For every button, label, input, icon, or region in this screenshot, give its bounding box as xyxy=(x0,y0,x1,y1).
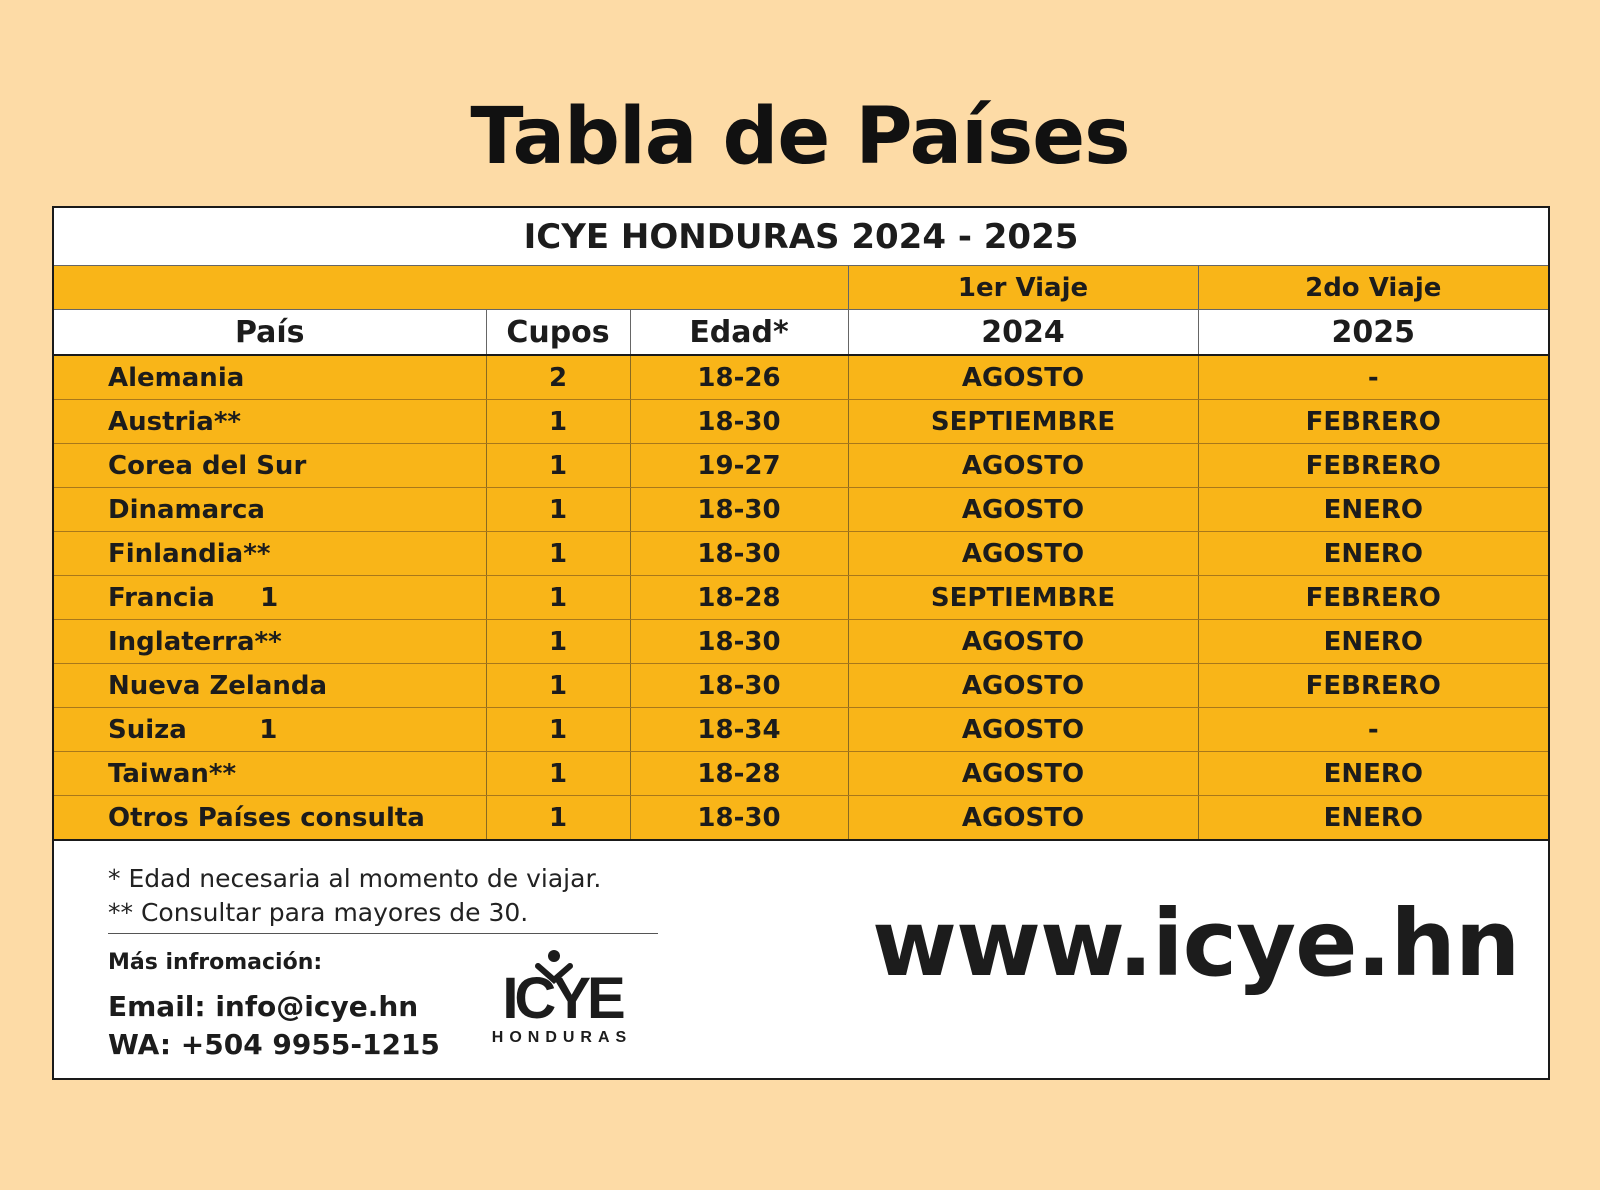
cell-viaje-2025: FEBRERO xyxy=(1198,664,1548,708)
cell-viaje-2025: FEBRERO xyxy=(1198,400,1548,444)
cell-viaje-2025: FEBRERO xyxy=(1198,576,1548,620)
cell-viaje-2024: AGOSTO xyxy=(848,444,1198,488)
divider xyxy=(108,933,658,934)
cell-edad: 18-30 xyxy=(630,488,848,532)
cell-cupos: 1 xyxy=(486,400,630,444)
cell-pais: Francia 1 xyxy=(54,576,486,620)
cell-viaje-2024: AGOSTO xyxy=(848,796,1198,841)
header-edad: Edad* xyxy=(630,310,848,356)
table-row xyxy=(54,355,1548,400)
table-row xyxy=(54,400,1548,444)
cell-cupos: 2 xyxy=(486,355,630,400)
cell-edad: 18-30 xyxy=(630,532,848,576)
cell-edad: 18-34 xyxy=(630,708,848,752)
cell-viaje-2025: ENERO xyxy=(1198,488,1548,532)
table-row xyxy=(54,620,1548,664)
cell-viaje-2025: - xyxy=(1198,355,1548,400)
trip-2-label: 2do Viaje xyxy=(1198,266,1548,310)
logo-head-icon xyxy=(548,950,560,962)
cell-viaje-2024: SEPTIEMBRE xyxy=(848,576,1198,620)
icye-logo xyxy=(478,946,648,1046)
table-row xyxy=(54,752,1548,796)
note-age: * Edad necesaria al momento de viajar. xyxy=(108,864,602,893)
table-banner: ICYE HONDURAS 2024 - 2025 xyxy=(54,208,1548,266)
header-pais: País xyxy=(54,310,486,356)
page-title: Tabla de Países xyxy=(470,92,1130,182)
footnotes xyxy=(108,862,601,930)
cell-edad: 18-30 xyxy=(630,664,848,708)
cell-cupos: 1 xyxy=(486,620,630,664)
cell-viaje-2025: FEBRERO xyxy=(1198,444,1548,488)
website-url[interactable]: www.icye.hn xyxy=(872,890,1520,997)
table-row xyxy=(54,488,1548,532)
cell-pais: Nueva Zelanda xyxy=(54,664,486,708)
cell-viaje-2025: - xyxy=(1198,708,1548,752)
cell-edad: 18-28 xyxy=(630,752,848,796)
table-row xyxy=(54,576,1548,620)
trip-1-label: 1er Viaje xyxy=(848,266,1198,310)
logo-subtitle: HONDURAS xyxy=(491,1029,633,1046)
cell-viaje-2024: SEPTIEMBRE xyxy=(848,400,1198,444)
cell-cupos: 1 xyxy=(486,708,630,752)
trip-header-spacer xyxy=(54,266,848,310)
cell-pais: Corea del Sur xyxy=(54,444,486,488)
cell-edad: 19-27 xyxy=(630,444,848,488)
cell-pais: Inglaterra** xyxy=(54,620,486,664)
cell-edad: 18-26 xyxy=(630,355,848,400)
header-2025: 2025 xyxy=(1198,310,1548,356)
cell-viaje-2024: AGOSTO xyxy=(848,664,1198,708)
cell-viaje-2024: AGOSTO xyxy=(848,620,1198,664)
contact-email: Email: info@icye.hn xyxy=(108,990,419,1023)
cell-edad: 18-28 xyxy=(630,576,848,620)
cell-edad: 18-30 xyxy=(630,796,848,841)
cell-viaje-2024: AGOSTO xyxy=(848,708,1198,752)
cell-pais: Austria** xyxy=(54,400,486,444)
country-table xyxy=(54,208,1548,841)
cell-viaje-2024: AGOSTO xyxy=(848,355,1198,400)
table-row xyxy=(54,532,1548,576)
header-2024: 2024 xyxy=(848,310,1198,356)
cell-pais: Otros Países consulta xyxy=(54,796,486,841)
note-over-30: ** Consultar para mayores de 30. xyxy=(108,898,529,927)
more-info-label: Más infromación: xyxy=(108,950,323,975)
cell-cupos: 1 xyxy=(486,664,630,708)
cell-viaje-2025: ENERO xyxy=(1198,796,1548,841)
cell-edad: 18-30 xyxy=(630,620,848,664)
cell-viaje-2024: AGOSTO xyxy=(848,532,1198,576)
cell-cupos: 1 xyxy=(486,444,630,488)
cell-viaje-2025: ENERO xyxy=(1198,532,1548,576)
cell-viaje-2024: AGOSTO xyxy=(848,488,1198,532)
cell-viaje-2024: AGOSTO xyxy=(848,752,1198,796)
cell-pais: Suiza 1 xyxy=(54,708,486,752)
cell-pais: Dinamarca xyxy=(54,488,486,532)
cell-viaje-2025: ENERO xyxy=(1198,620,1548,664)
cell-cupos: 1 xyxy=(486,796,630,841)
cell-cupos: 1 xyxy=(486,488,630,532)
header-cupos: Cupos xyxy=(486,310,630,356)
cell-cupos: 1 xyxy=(486,576,630,620)
table-row xyxy=(54,708,1548,752)
cell-pais: Alemania xyxy=(54,355,486,400)
country-table-card xyxy=(52,206,1550,1080)
cell-cupos: 1 xyxy=(486,532,630,576)
table-row xyxy=(54,444,1548,488)
cell-viaje-2025: ENERO xyxy=(1198,752,1548,796)
cell-cupos: 1 xyxy=(486,752,630,796)
contact-whatsapp: WA: +504 9955-1215 xyxy=(108,1028,440,1061)
logo-word: ICYE xyxy=(502,966,622,1031)
cell-edad: 18-30 xyxy=(630,400,848,444)
cell-pais: Taiwan** xyxy=(54,752,486,796)
cell-pais: Finlandia** xyxy=(54,532,486,576)
table-row xyxy=(54,664,1548,708)
table-row xyxy=(54,796,1548,841)
